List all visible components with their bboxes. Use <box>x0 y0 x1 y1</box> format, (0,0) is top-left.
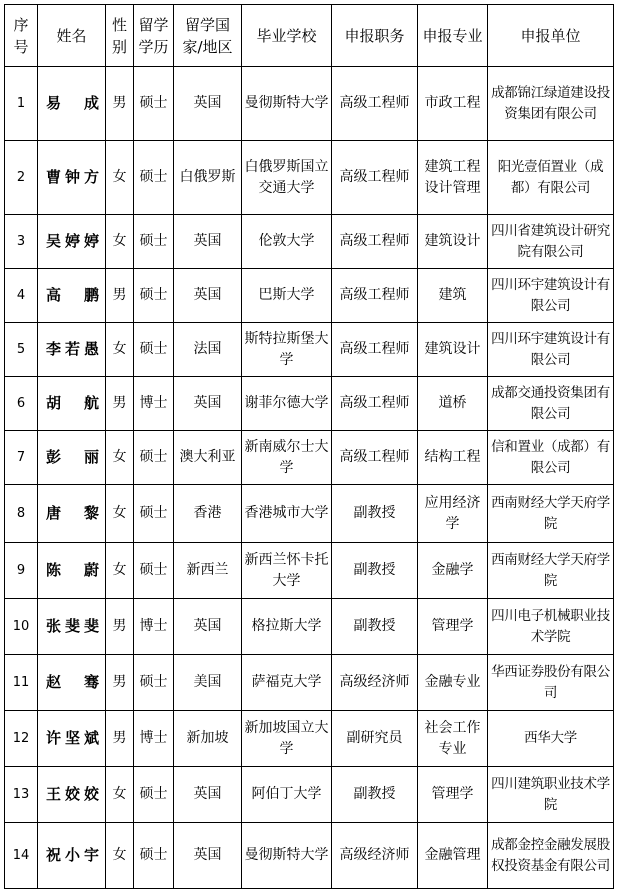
cell-employer: 西南财经大学天府学院 <box>488 485 614 543</box>
table-row <box>5 323 614 377</box>
cell-name: 许坚斌 <box>38 711 106 767</box>
header-school: 毕业学校 <box>242 5 332 67</box>
table-row <box>5 767 614 823</box>
cell-name: 唐黎 <box>38 485 106 543</box>
cell-gender: 男 <box>106 655 134 711</box>
cell-degree: 硕士 <box>134 431 174 485</box>
cell-major: 市政工程 <box>418 67 488 141</box>
cell-country: 法国 <box>174 323 242 377</box>
header-country: 留学国家/地区 <box>174 5 242 67</box>
cell-title: 副教授 <box>332 767 418 823</box>
cell-school: 新加坡国立大学 <box>242 711 332 767</box>
table-row <box>5 711 614 767</box>
table-body <box>5 67 614 889</box>
cell-gender: 男 <box>106 67 134 141</box>
table-row <box>5 215 614 269</box>
header-row <box>5 5 614 67</box>
cell-title: 高级经济师 <box>332 823 418 889</box>
cell-degree: 硕士 <box>134 767 174 823</box>
cell-no: 10 <box>5 599 38 655</box>
cell-gender: 女 <box>106 431 134 485</box>
cell-no: 4 <box>5 269 38 323</box>
cell-major: 道桥 <box>418 377 488 431</box>
cell-major: 管理学 <box>418 599 488 655</box>
cell-country: 英国 <box>174 599 242 655</box>
cell-no: 8 <box>5 485 38 543</box>
cell-school: 白俄罗斯国立交通大学 <box>242 141 332 215</box>
cell-no: 12 <box>5 711 38 767</box>
cell-major: 金融学 <box>418 543 488 599</box>
cell-gender: 男 <box>106 377 134 431</box>
cell-major: 应用经济学 <box>418 485 488 543</box>
cell-school: 新西兰怀卡托大学 <box>242 543 332 599</box>
cell-name: 吴婷婷 <box>38 215 106 269</box>
cell-country: 英国 <box>174 67 242 141</box>
cell-title: 高级工程师 <box>332 67 418 141</box>
cell-major: 建筑 <box>418 269 488 323</box>
header-major: 申报专业 <box>418 5 488 67</box>
cell-major: 建筑设计 <box>418 215 488 269</box>
table-row <box>5 823 614 889</box>
cell-no: 14 <box>5 823 38 889</box>
cell-employer: 信和置业（成都）有限公司 <box>488 431 614 485</box>
cell-school: 巴斯大学 <box>242 269 332 323</box>
table-row <box>5 67 614 141</box>
cell-employer: 成都金控金融发展股权投资基金有限公司 <box>488 823 614 889</box>
cell-name: 王姣姣 <box>38 767 106 823</box>
cell-degree: 硕士 <box>134 215 174 269</box>
cell-school: 萨福克大学 <box>242 655 332 711</box>
cell-name: 祝小宇 <box>38 823 106 889</box>
cell-name: 易成 <box>38 67 106 141</box>
cell-name: 胡航 <box>38 377 106 431</box>
cell-name: 高鹏 <box>38 269 106 323</box>
cell-major: 结构工程 <box>418 431 488 485</box>
header-employer: 申报单位 <box>488 5 614 67</box>
cell-no: 11 <box>5 655 38 711</box>
cell-degree: 硕士 <box>134 543 174 599</box>
cell-no: 6 <box>5 377 38 431</box>
cell-country: 英国 <box>174 767 242 823</box>
cell-degree: 硕士 <box>134 485 174 543</box>
cell-gender: 女 <box>106 767 134 823</box>
roster-table <box>4 4 614 889</box>
cell-degree: 博士 <box>134 377 174 431</box>
table-row <box>5 485 614 543</box>
cell-school: 香港城市大学 <box>242 485 332 543</box>
cell-gender: 男 <box>106 269 134 323</box>
cell-major: 建筑工程设计管理 <box>418 141 488 215</box>
cell-school: 斯特拉斯堡大学 <box>242 323 332 377</box>
cell-name: 李若愚 <box>38 323 106 377</box>
cell-name: 赵骞 <box>38 655 106 711</box>
cell-school: 曼彻斯特大学 <box>242 67 332 141</box>
cell-employer: 四川省建筑设计研究院有限公司 <box>488 215 614 269</box>
cell-title: 高级经济师 <box>332 655 418 711</box>
cell-major: 社会工作专业 <box>418 711 488 767</box>
cell-employer: 西南财经大学天府学院 <box>488 543 614 599</box>
cell-gender: 女 <box>106 543 134 599</box>
header-degree: 留学学历 <box>134 5 174 67</box>
cell-title: 高级工程师 <box>332 141 418 215</box>
cell-no: 7 <box>5 431 38 485</box>
cell-school: 新南威尔士大学 <box>242 431 332 485</box>
cell-country: 美国 <box>174 655 242 711</box>
cell-title: 副教授 <box>332 543 418 599</box>
cell-employer: 西华大学 <box>488 711 614 767</box>
cell-title: 高级工程师 <box>332 431 418 485</box>
cell-title: 副教授 <box>332 599 418 655</box>
cell-name: 陈蔚 <box>38 543 106 599</box>
cell-employer: 华西证券股份有限公司 <box>488 655 614 711</box>
cell-degree: 硕士 <box>134 823 174 889</box>
cell-gender: 女 <box>106 141 134 215</box>
cell-major: 金融管理 <box>418 823 488 889</box>
header-gender: 性别 <box>106 5 134 67</box>
cell-employer: 四川建筑职业技术学院 <box>488 767 614 823</box>
table-row <box>5 141 614 215</box>
cell-degree: 硕士 <box>134 67 174 141</box>
header-name: 姓名 <box>38 5 106 67</box>
cell-school: 格拉斯大学 <box>242 599 332 655</box>
cell-title: 高级工程师 <box>332 215 418 269</box>
cell-country: 英国 <box>174 215 242 269</box>
cell-name: 彭丽 <box>38 431 106 485</box>
cell-gender: 男 <box>106 711 134 767</box>
cell-country: 香港 <box>174 485 242 543</box>
cell-employer: 四川环宇建筑设计有限公司 <box>488 269 614 323</box>
cell-degree: 硕士 <box>134 141 174 215</box>
cell-degree: 博士 <box>134 711 174 767</box>
cell-no: 3 <box>5 215 38 269</box>
cell-gender: 女 <box>106 485 134 543</box>
cell-title: 高级工程师 <box>332 323 418 377</box>
cell-school: 阿伯丁大学 <box>242 767 332 823</box>
cell-no: 13 <box>5 767 38 823</box>
table-row <box>5 543 614 599</box>
cell-no: 5 <box>5 323 38 377</box>
cell-country: 英国 <box>174 823 242 889</box>
cell-school: 曼彻斯特大学 <box>242 823 332 889</box>
cell-title: 副研究员 <box>332 711 418 767</box>
cell-gender: 男 <box>106 599 134 655</box>
cell-employer: 四川电子机械职业技术学院 <box>488 599 614 655</box>
cell-name: 曹钟方 <box>38 141 106 215</box>
cell-title: 副教授 <box>332 485 418 543</box>
cell-employer: 四川环宇建筑设计有限公司 <box>488 323 614 377</box>
cell-degree: 硕士 <box>134 655 174 711</box>
cell-degree: 硕士 <box>134 269 174 323</box>
cell-degree: 博士 <box>134 599 174 655</box>
cell-major: 建筑设计 <box>418 323 488 377</box>
cell-gender: 女 <box>106 323 134 377</box>
cell-school: 伦敦大学 <box>242 215 332 269</box>
cell-title: 高级工程师 <box>332 269 418 323</box>
cell-country: 英国 <box>174 269 242 323</box>
cell-country: 英国 <box>174 377 242 431</box>
cell-country: 新西兰 <box>174 543 242 599</box>
cell-no: 2 <box>5 141 38 215</box>
table-row <box>5 655 614 711</box>
cell-major: 管理学 <box>418 767 488 823</box>
header-title: 申报职务 <box>332 5 418 67</box>
cell-degree: 硕士 <box>134 323 174 377</box>
table-row <box>5 599 614 655</box>
cell-employer: 阳光壹佰置业（成都）有限公司 <box>488 141 614 215</box>
cell-country: 白俄罗斯 <box>174 141 242 215</box>
cell-title: 高级工程师 <box>332 377 418 431</box>
cell-no: 1 <box>5 67 38 141</box>
table-row <box>5 269 614 323</box>
cell-school: 谢菲尔德大学 <box>242 377 332 431</box>
cell-employer: 成都交通投资集团有限公司 <box>488 377 614 431</box>
cell-gender: 女 <box>106 215 134 269</box>
cell-country: 新加坡 <box>174 711 242 767</box>
cell-country: 澳大利亚 <box>174 431 242 485</box>
cell-no: 9 <box>5 543 38 599</box>
table-row <box>5 377 614 431</box>
table-row <box>5 431 614 485</box>
cell-major: 金融专业 <box>418 655 488 711</box>
cell-name: 张斐斐 <box>38 599 106 655</box>
header-no: 序号 <box>5 5 38 67</box>
cell-employer: 成都锦江绿道建设投资集团有限公司 <box>488 67 614 141</box>
cell-gender: 女 <box>106 823 134 889</box>
